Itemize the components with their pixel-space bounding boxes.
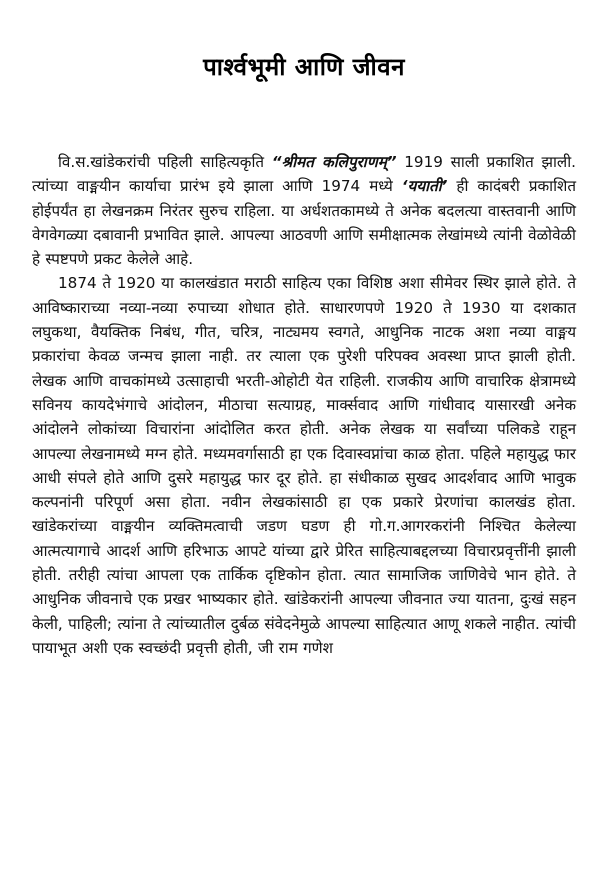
paragraph-2: 1874 ते 1920 या कालखंडात मराठी साहित्य एका विशिष्ठ अशा सीमेवर स्थिर झाले होते. ते आविष्काराच्या नव्या-नव्या रुपाच्या शोधात होते. साधारणपणे 1920 ते 1930 या दशकात लघुकथा, वैयक्तिक निबंध, गीत, चरित्र, नाट्यमय स्वगते, आधुनिक नाटक अशा नव्या वाङ्मय प्रकारांचा केवळ जन्मच झाला नाही. तर त्याला एक पुरेशी परिपक्व अवस्था प्राप्त झाली होती. लेखक आणि वाचकांमध्ये उत्साहाची भरती-ओहोटी येत राहिली. राजकीय आणि वाचारिक क्षेत्रामध्ये सविनय कायदेभंगाचे आंदोलन, मीठाचा सत्याग्रह, मार्क्सवाद आणि गांधीवाद यासारखी अनेक आंदोलने लोकांच्या विचारांना आंदोलित करत होती. अनेक लेखक या सर्वांच्या पलिकडे राहून आपल्या लेखनामध्ये मग्न होते. मध्यमवर्गासाठी हा एक दिवास्वप्नांचा काळ होता. पहिले महायुद्ध फार आधी संपले होते आणि दुसरे महायुद्ध फार दूर होते. हा संधीकाळ सुखद आदर्शवाद आणि भावुक कल्पनांनी परिपूर्ण असा होता. नवीन लेखकांसाठी हा एक प्रकारे प्रेरणांचा कालखंड होता. खांडेकरांच्या वाङ्मयीन व्यक्तिमत्वाची जडण घडण ही गो.ग.आगरकरांनी निश्चित केलेल्या आत्मत्यागाचे आदर्श आणि हरिभाऊ आपटे यांच्या द्वारे प्रेरित साहित्याबद्दलच्या विचारप्रवृत्तींनी झाली होती. तरीही त्यांचा आपला एक तार्किक दृष्टिकोन होता. त्यात सामाजिक जाणिवेचे भान होते. ते आधुनिक जीवनाचे एक प्रखर भाष्यकार होते. खांडेकरांनी आपल्या जीवनात ज्या यातना, दुःखं सहन केली, पाहिली; त्यांना ते त्यांच्यातील दुर्बळ संवेदनेमुळे आपल्या साहित्यात आणू शकले नाहीत. त्यांची पायाभूत अशी एक स्वच्छंदी प्रवृत्ती होती, जी राम गणेश (32, 274, 576, 657)
work-title-kalipuranam: “श्रीमत कलिपुराणम्” (271, 153, 397, 171)
paragraph-1-text-a: वि.स.खांडेकरांची पहिली साहित्यकृति (58, 153, 272, 171)
chapter-title: पार्श्वभूमी आणि जीवन (203, 53, 405, 81)
paragraph-1-text-b: 1919 साली प्रकाशित झाली. त्यांच्या वाङ्मयीन कार्याचा प्रारंभ इये झाला आणि 1974 मध्ये (32, 153, 576, 196)
paragraph-1 (32, 150, 576, 271)
paragraph-1-text-c: ही कादंबरी प्रकाशित होईपर्यंत हा लेखनक्रम निरंतर सुरुच राहिला. या अर्धशतकामध्ये ते अनेक बदलत्या वास्तवानी आणि वेगवेगळ्या दबावानी प्रभावित झाले. आपल्या आठवणी आणि समीक्षात्मक लेखांमध्ये त्यांनी वेळोवेळी हे स्पष्टपणे प्रकट केलेले आहे. (32, 177, 576, 269)
work-title-yayati: ‘ययाती’ (401, 177, 448, 196)
chapter-body (32, 150, 576, 660)
